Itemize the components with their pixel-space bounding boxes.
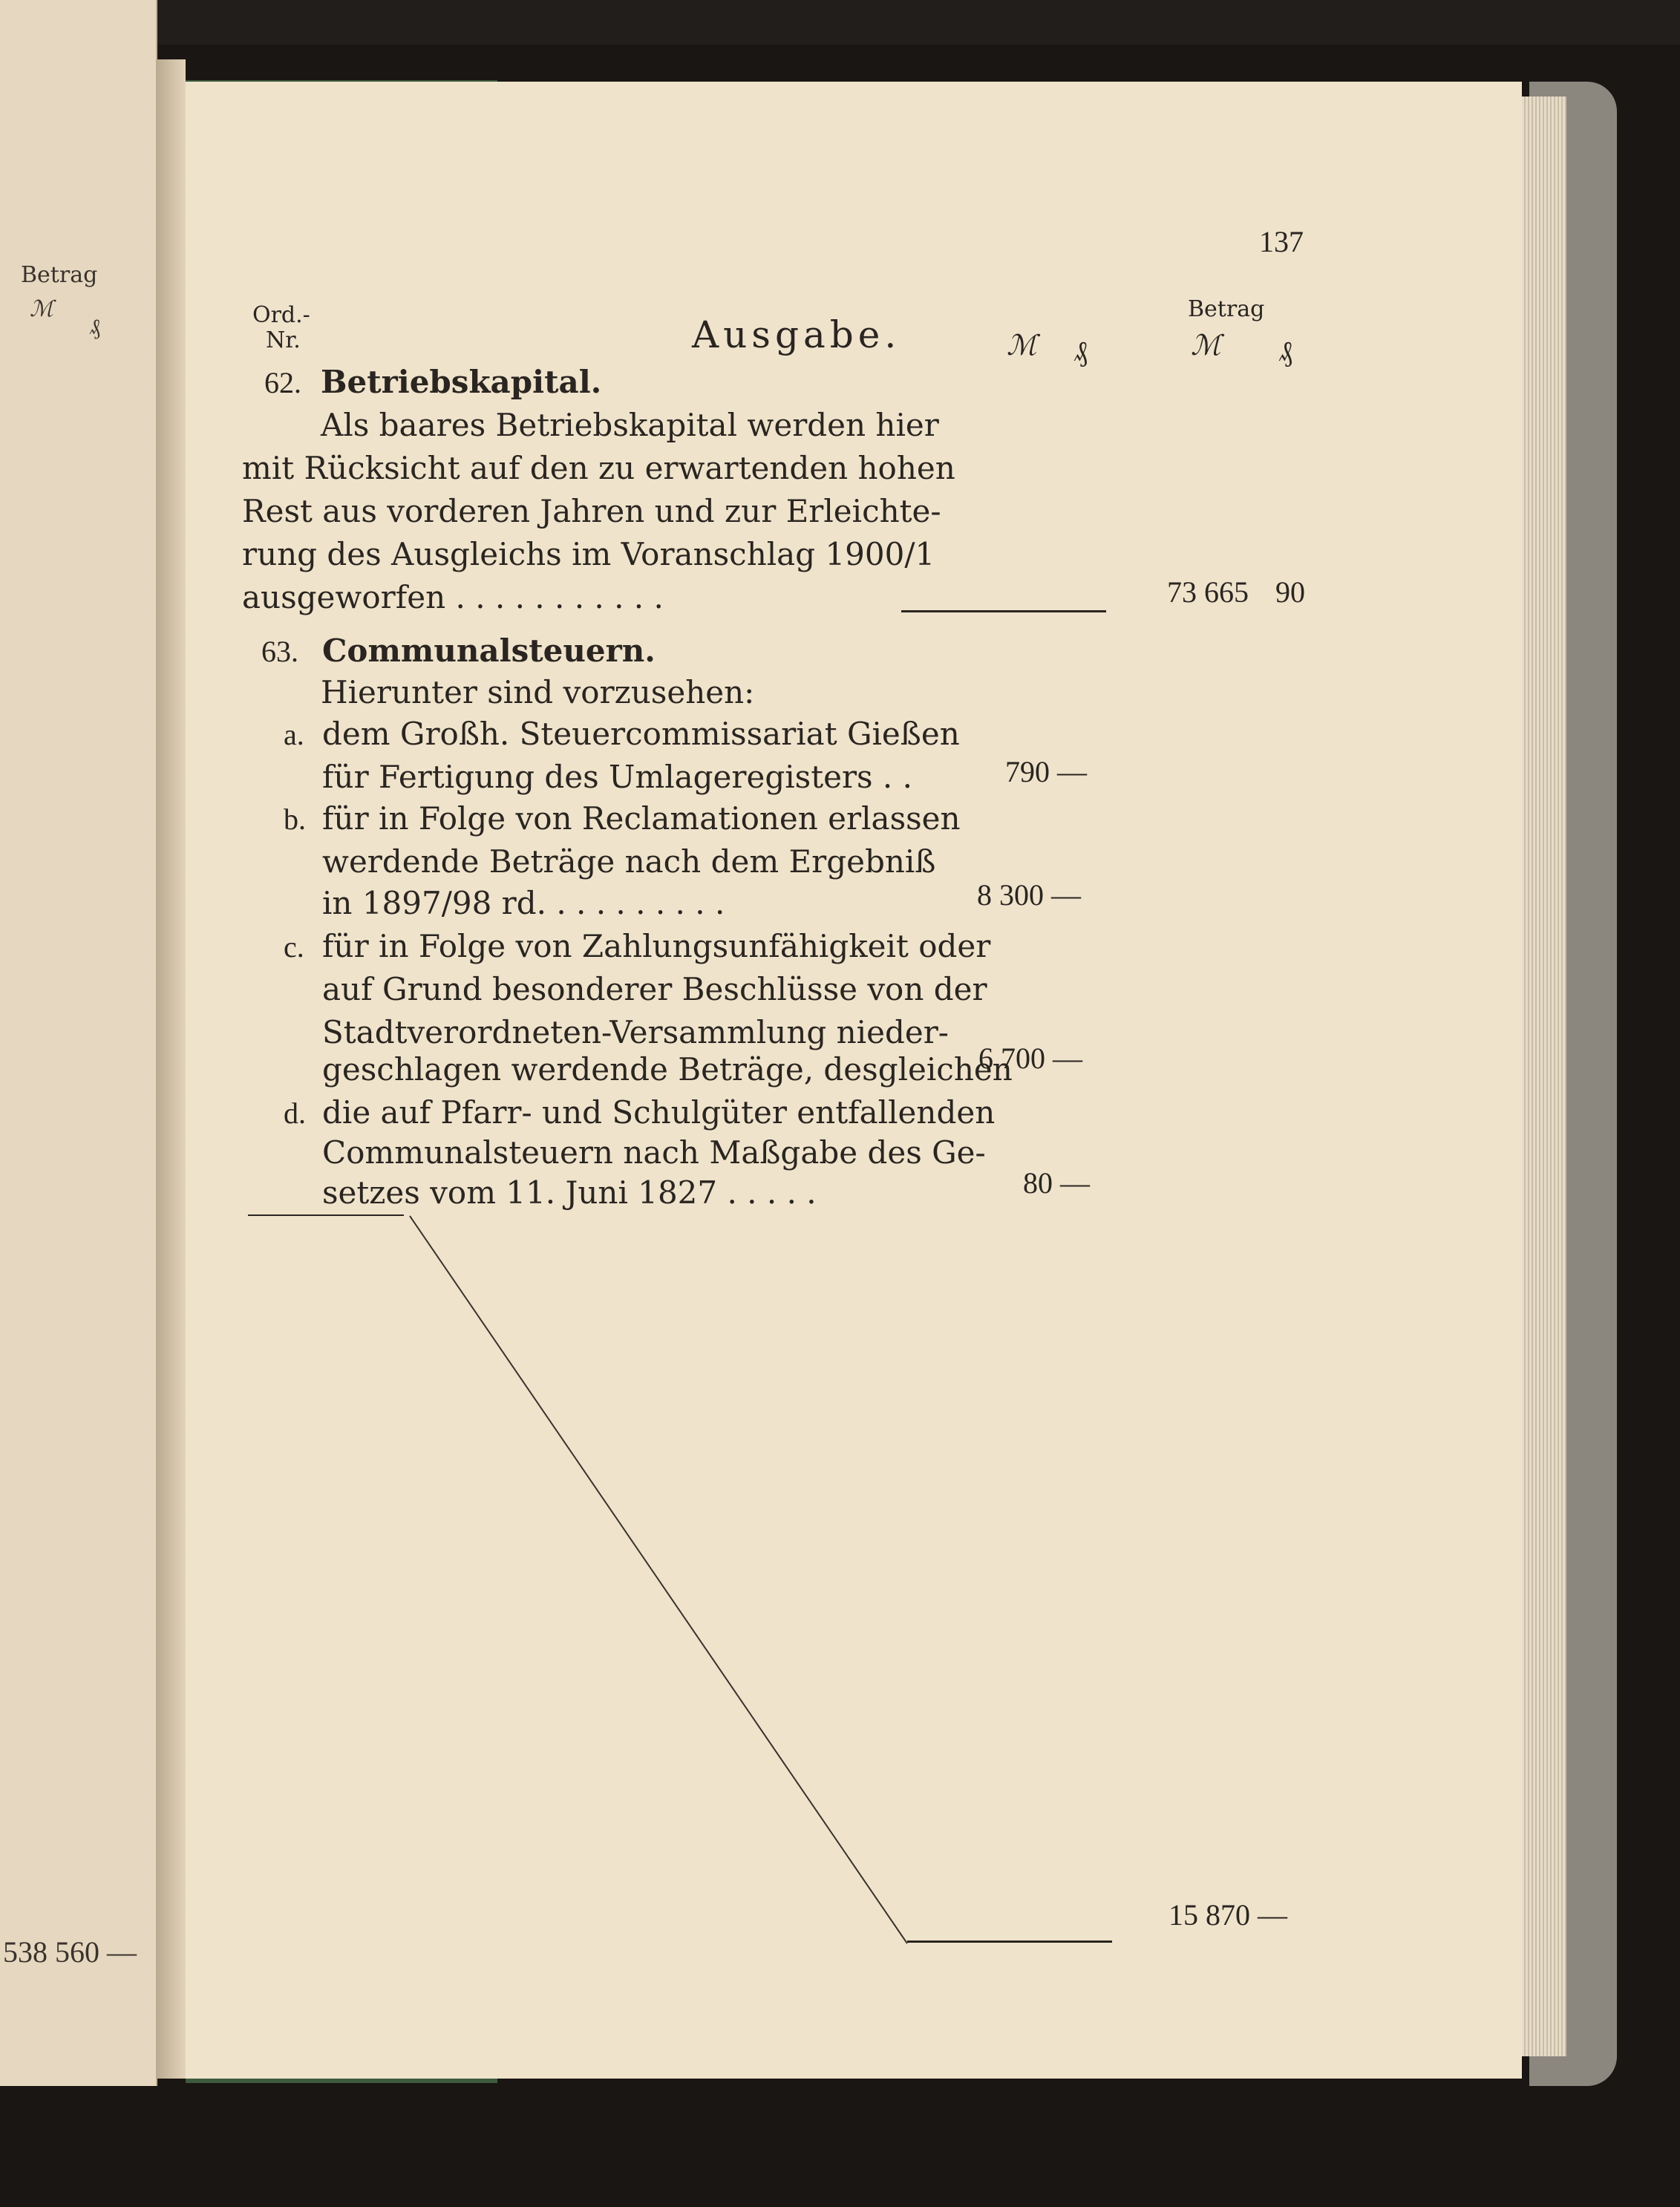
item-d-line-1: die auf Pfarr- und Schulgüter entfallenden [322,1094,996,1131]
entry-62-line-5: ausgeworfen . . . . . . . . . . . [242,579,664,615]
item-b-letter: b. [284,802,306,836]
page-title: Ausgabe. [692,313,901,356]
betrag-header: Betrag [1188,296,1265,322]
entry-63-intro: Hierunter sind vorzusehen: [321,674,755,710]
left-betrag-label: Betrag [21,262,98,288]
entry-62-betrag-pfennig: 90 [1275,575,1305,609]
left-mark-symbol: ℳ [30,296,54,322]
item-a-letter: a. [284,718,304,751]
item-c-letter: c. [284,930,304,964]
betrag-pfennig-header: ₰ [1278,335,1292,367]
item-c-line-4: geschlagen werdende Beträge, desgleichen [322,1051,1013,1088]
item-d-letter: d. [284,1096,306,1130]
item-b-line-1: für in Folge von Reclamationen erlassen [322,800,961,837]
mark-column-header: ℳ [1007,329,1037,362]
entry-62-betrag: 73 665 [1167,575,1249,609]
item-a-line-2: für Fertigung des Umlageregisters . . [322,759,912,795]
item-d-amount: 80 — [1023,1166,1090,1200]
pfennig-column-header: ₰ [1073,335,1088,367]
item-a-line-1: dem Großh. Steuercommissariat Gießen [322,716,960,752]
ordnr-header-line2: Nr. [266,327,301,353]
item-c-line-2: auf Grund besonderer Beschlüsse von der [322,971,987,1007]
left-bottom-sum: 538 560 — [3,1935,137,1969]
entry-62-line-3: Rest aus vorderen Jahren und zur Erleichte- [242,493,941,529]
item-b-amount: 8 300 — [977,878,1081,912]
item-b-line-3: in 1897/98 rd. . . . . . . . . . [322,885,725,921]
item-d-line-2: Communalsteuern nach Maßgabe des Ge- [322,1134,986,1171]
entry-62-heading: Betriebskapital. [321,364,602,400]
entry-63-heading: Communalsteuern. [322,632,656,669]
item-c-line-3: Stadtverordneten-Versammlung nieder- [322,1014,949,1050]
entry-62-line-2: mit Rücksicht auf den zu erwartenden hohen [242,450,955,486]
item-a-amount: 790 — [1005,755,1087,788]
left-pfennig-symbol: ₰ [89,314,100,340]
item-b-line-2: werdende Beträge nach dem Ergebniß [322,843,936,880]
entry-62-line-4: rung des Ausgleichs im Voranschlag 1900/1 [242,536,935,572]
page-number: 137 [1259,225,1304,258]
total-rule [907,1940,1112,1943]
entry-63-number: 63. [261,635,298,668]
betrag-mark-header: ℳ [1191,329,1221,362]
entry-62-line-1: Als baares Betriebskapital werden hier [321,407,939,443]
entry-62-number: 62. [264,366,301,399]
entry-63-total: 15 870 — [1169,1898,1287,1932]
item-c-line-1: für in Folge von Zahlungsunfähigkeit oder [322,928,991,964]
ordnr-header-line1: Ord.- [252,302,310,328]
item-d-line-3: setzes vom 11. Juni 1827 . . . . . [322,1174,817,1211]
item-c-amount: 6 700 — [978,1042,1082,1075]
